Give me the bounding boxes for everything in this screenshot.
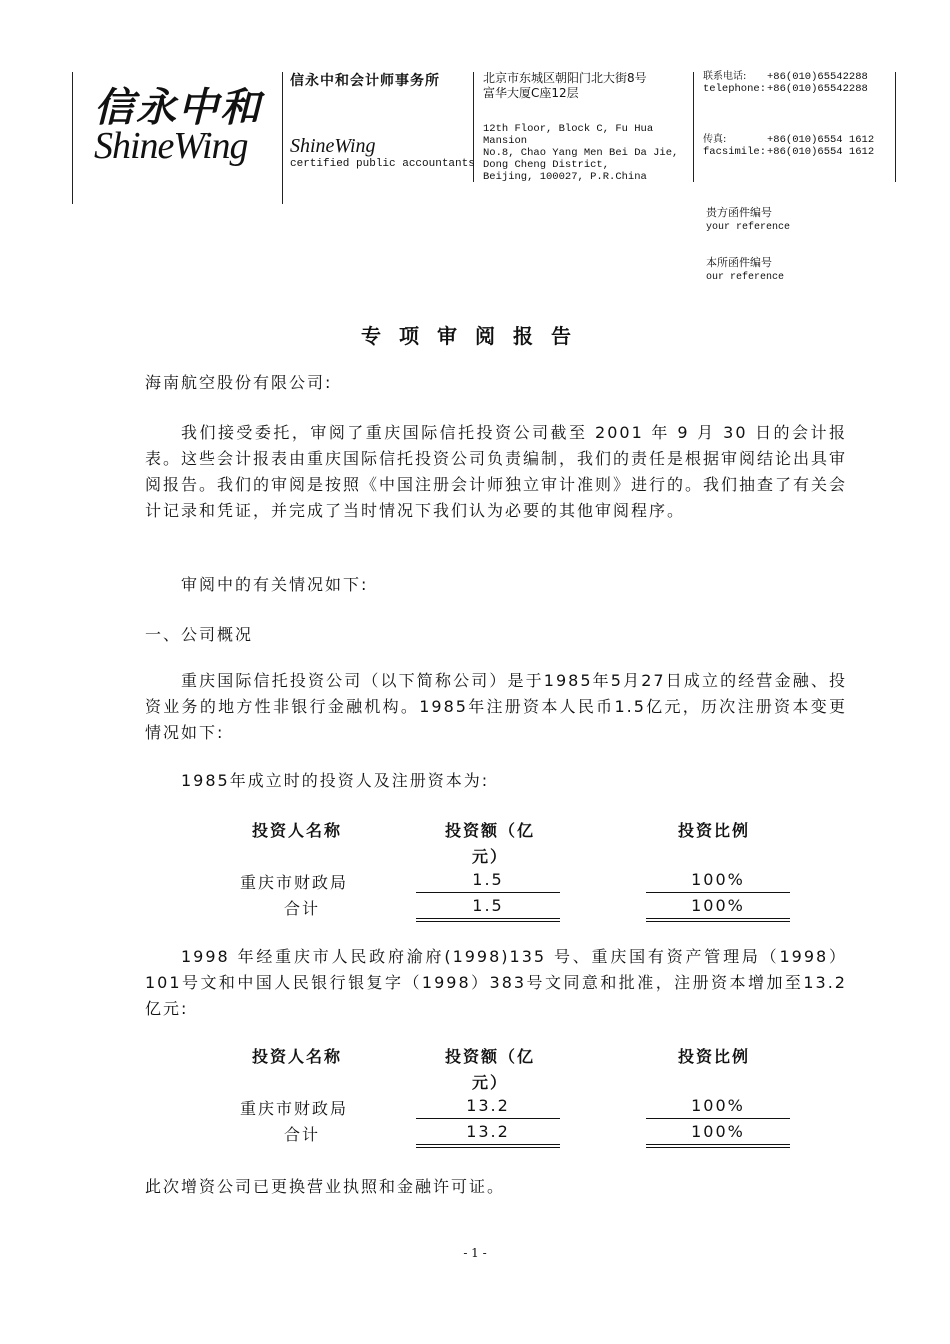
table-header-investor: 投资人名称	[252, 821, 343, 840]
logo-chinese: 信永中和	[94, 84, 262, 131]
total-double-underline	[416, 921, 560, 922]
address-cn-line: 富华大厦C座12层	[483, 86, 579, 100]
table-header-amount: 投资额（亿元）	[444, 821, 535, 866]
divider-left	[72, 72, 73, 204]
page-number: - 1 -	[463, 1246, 487, 1260]
your-reference	[706, 206, 790, 234]
report-title: 专项审阅报告	[361, 324, 589, 348]
fax-block	[703, 134, 874, 158]
table-total-label: 合计	[284, 1125, 321, 1144]
firm-name-english: ShineWing	[290, 135, 376, 157]
your-reference-en: your reference	[706, 222, 791, 233]
total-double-underline	[416, 1147, 560, 1148]
fax-label-cn: 传真:	[703, 134, 727, 145]
address-en-line: Beijing, 100027, P.R.China	[483, 171, 647, 183]
divider-right	[895, 72, 896, 182]
phone-label-cn: 联系电话:	[703, 71, 747, 82]
address-chinese	[483, 71, 647, 101]
our-reference-en: our reference	[706, 272, 785, 283]
table-row-investor: 重庆市财政局	[240, 873, 349, 892]
row-underline	[416, 1118, 560, 1119]
table-header-ratio: 投资比例	[678, 1047, 751, 1066]
table-row-ratio: 100%	[691, 870, 745, 889]
section-heading-company-overview: 一、公司概况	[145, 625, 254, 644]
total-double-underline	[646, 918, 790, 919]
firm-subtitle: certified public accountants	[290, 158, 475, 170]
paragraph-1985-investors: 1985年成立时的投资人及注册资本为:	[181, 771, 490, 790]
address-cn-line: 北京市东城区朝阳门北大街8号	[483, 71, 647, 85]
total-double-underline	[416, 1144, 560, 1145]
phone-number: +86(010)65542288	[767, 83, 868, 95]
paragraph-engagement: 我们接受委托，审阅了重庆国际信托投资公司截至 2001 年 9 月 30 日的会计报表。这些会计报表由重庆国际信托投资公司负责编制，我们的责任是根据审阅结论出具审阅报告。我们的审阅是按照《中国注册会计师独立审计准则》进行的。我们抽查了有关会计记录和凭证，并完成了当时情况下我们认为必要的其他审阅程序。	[145, 423, 848, 520]
table-row-amount: 13.2	[466, 1096, 510, 1115]
row-underline	[646, 892, 790, 893]
fax-number: +86(010)6554 1612	[767, 134, 875, 146]
fax-number: +86(010)6554 1612	[767, 146, 875, 158]
your-reference-cn: 贵方函件编号	[706, 206, 772, 219]
total-double-underline	[416, 918, 560, 919]
firm-name-chinese: 信永中和会计师事务所	[290, 73, 440, 89]
address-en-line: Dong Cheng District,	[483, 159, 610, 171]
total-double-underline	[646, 921, 790, 922]
phone-number: +86(010)65542288	[767, 71, 868, 83]
table-header-ratio: 投资比例	[678, 821, 751, 840]
table-row-amount: 1.5	[472, 870, 504, 889]
our-reference-cn: 本所函件编号	[706, 256, 772, 269]
phone-label-en: telephone:	[703, 83, 767, 95]
table-total-label: 合计	[284, 899, 321, 918]
total-double-underline	[646, 1147, 790, 1148]
paragraph-company-overview: 重庆国际信托投资公司（以下简称公司）是于1985年5月27日成立的经营金融、投资业务的地方性非银行金融机构。1985年注册资本人民币1.5亿元，历次注册资本变更情况如下:	[145, 671, 847, 742]
total-double-underline	[646, 1144, 790, 1145]
paragraph-1998-capital-increase: 1998 年经重庆市人民政府渝府(1998)135 号、重庆国有资产管理局（1998）101号文和中国人民银行银复字（1998）383号文同意和批准，注册资本增加至13.2亿元:	[145, 947, 847, 1018]
table-header-investor: 投资人名称	[252, 1047, 343, 1066]
addressee: 海南航空股份有限公司:	[145, 373, 333, 392]
divider-logo	[282, 72, 283, 204]
table-row-ratio: 100%	[691, 1096, 745, 1115]
address-en-line: Mansion	[483, 135, 528, 147]
paragraph-findings-intro: 审阅中的有关情况如下:	[181, 575, 369, 594]
address-en-line: 12th Floor, Block C, Fu Hua	[483, 123, 654, 135]
phone-block	[703, 71, 868, 95]
table-header-amount: 投资额（亿元）	[444, 1047, 535, 1092]
row-underline	[646, 1118, 790, 1119]
address-en-line: No.8, Chao Yang Men Bei Da Jie,	[483, 147, 679, 159]
table-row-investor: 重庆市财政局	[240, 1099, 349, 1118]
fax-label-en: facsimile:	[703, 146, 767, 158]
divider-address	[693, 72, 694, 182]
table-total-amount: 13.2	[466, 1122, 510, 1141]
our-reference	[706, 256, 784, 284]
paragraph-license-update: 此次增资公司已更换营业执照和金融许可证。	[145, 1177, 506, 1196]
table-total-ratio: 100%	[691, 1122, 745, 1141]
logo-english: ShineWing	[94, 125, 248, 167]
row-underline	[416, 892, 560, 893]
table-total-ratio: 100%	[691, 896, 745, 915]
table-total-amount: 1.5	[472, 896, 504, 915]
address-english	[483, 123, 678, 183]
